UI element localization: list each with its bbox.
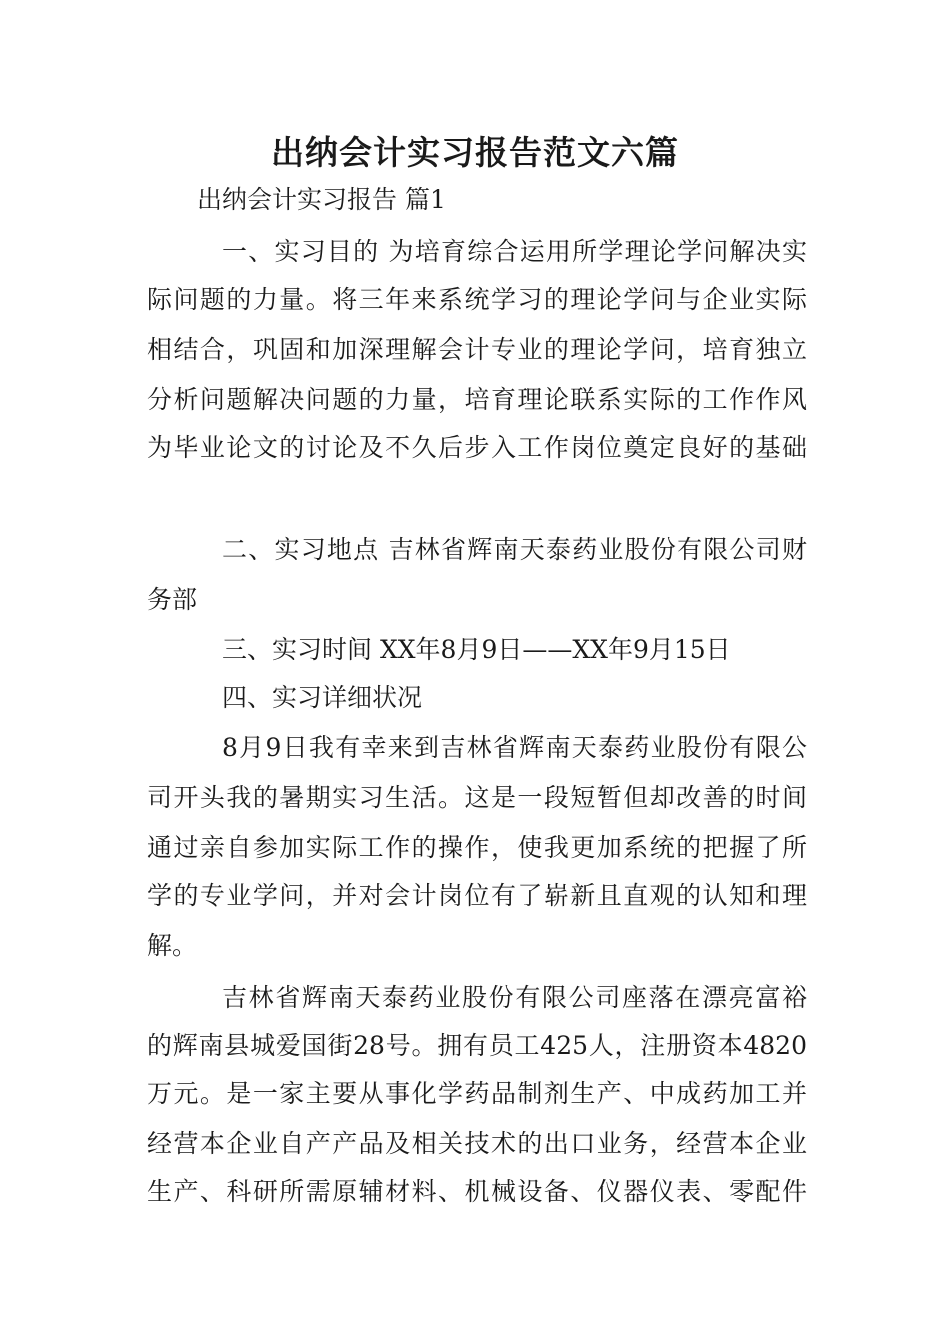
paragraph-line: 8月9日我有幸来到吉林省辉南天泰药业股份有限公 — [222, 733, 807, 762]
document-title: 出纳会计实习报告范文六篇 — [271, 133, 679, 172]
paragraph-line: 为毕业论文的讨论及不久后步入工作岗位奠定良好的基础 — [147, 433, 807, 462]
paragraph-line: 通过亲自参加实际工作的操作，使我更加系统的把握了所 — [147, 833, 807, 862]
paragraph-line: 解。 — [147, 931, 198, 960]
paragraph-line: 的辉南县城爱国街28号。拥有员工425人，注册资本4820 — [147, 1031, 807, 1060]
paragraph-line: 司开头我的暑期实习生活。这是一段短暂但却改善的时间 — [147, 783, 807, 812]
paragraph-line: 四、实习详细状况 — [222, 683, 423, 712]
paragraph-line: 一、实习目的 为培育综合运用所学理论学问解决实 — [222, 237, 807, 266]
paragraph-line: 二、实习地点 吉林省辉南天泰药业股份有限公司财 — [222, 535, 807, 564]
section-heading: 出纳会计实习报告 篇1 — [197, 185, 446, 214]
paragraph-line: 三、实习时间 XX年8月9日——XX年9月15日 — [222, 635, 731, 664]
paragraph-line: 万元。是一家主要从事化学药品制剂生产、中成药加工并 — [147, 1079, 807, 1108]
paragraph-line: 学的专业学问，并对会计岗位有了崭新且直观的认知和理 — [147, 881, 807, 910]
paragraph-line: 务部 — [147, 585, 198, 614]
paragraph-line: 分析问题解决问题的力量，培育理论联系实际的工作作风 — [147, 385, 807, 414]
paragraph-line: 相结合，巩固和加深理解会计专业的理论学问，培育独立 — [147, 335, 807, 364]
paragraph-line: 经营本企业自产产品及相关技术的出口业务，经营本企业 — [147, 1129, 807, 1158]
paragraph-line: 吉林省辉南天泰药业股份有限公司座落在漂亮富裕 — [222, 983, 807, 1012]
paragraph-line: 生产、科研所需原辅材料、机械设备、仪器仪表、零配件 — [147, 1177, 807, 1206]
paragraph-line: 际问题的力量。将三年来系统学习的理论学问与企业实际 — [147, 285, 807, 314]
